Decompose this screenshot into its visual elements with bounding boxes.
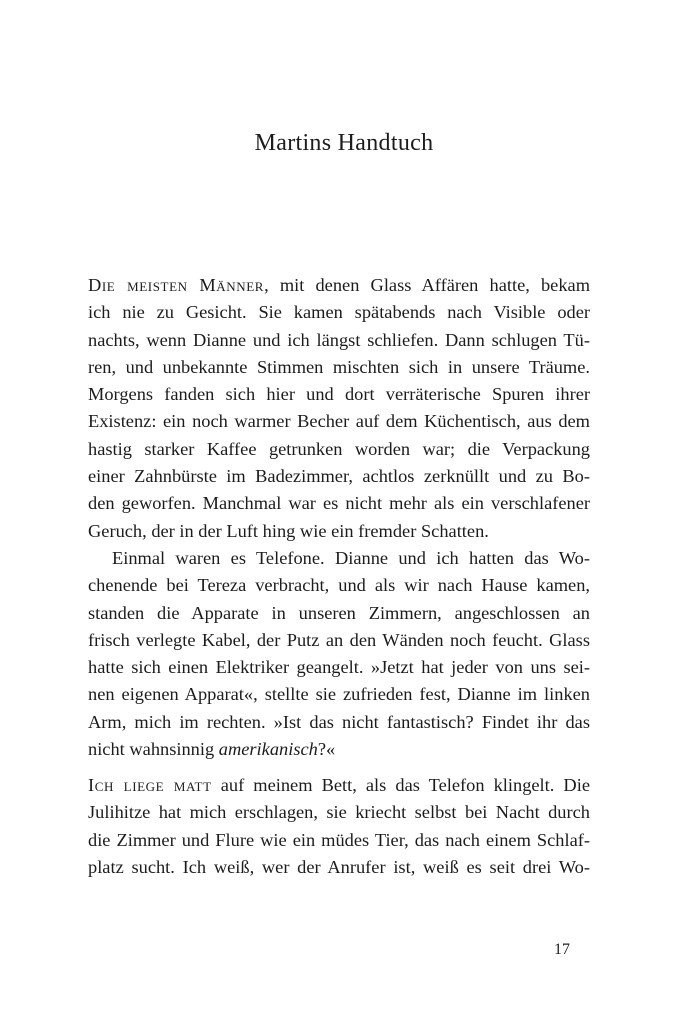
text-line: Einmal waren es Telefone. Dianne und ich hatten das Wo-	[112, 547, 590, 568]
text-line: standen die Apparate in unseren Zimmern, angeschlossen an	[88, 602, 590, 623]
text-line: Existenz: ein noch warmer Becher auf dem Küchentisch, aus dem	[88, 411, 590, 432]
body-text-section-2	[88, 772, 590, 881]
text-line: Die meisten Männer, mit denen Glass Affären hatte, bekam	[88, 275, 590, 295]
text-line: die Zimmer und Flure wie ein müdes Tier, das nach einem Schlaf-	[88, 829, 590, 850]
text-line: einer Zahnbürste im Badezimmer, achtlos zerknüllt und zu Bo-	[88, 466, 590, 487]
text-line: Geruch, der in der Luft hing wie ein fremder Schatten.	[88, 520, 489, 541]
text-line: Ich liege matt auf meinem Bett, als das Telefon klingelt. Die	[88, 775, 590, 795]
text-line: nen eigenen Apparat«, stellte sie zufrieden fest, Dianne im linken	[88, 684, 590, 705]
text-line: nachts, wenn Dianne und ich längst schliefen. Dann schlugen Tü-	[88, 329, 590, 350]
body-text-section-1	[88, 272, 590, 763]
page-number: 17	[554, 941, 570, 958]
opening-smallcaps: Die meisten Männer	[88, 275, 265, 295]
italic-emphasis: amerikanisch	[218, 739, 318, 760]
text-line: ich nie zu Gesicht. Sie kamen spätabends nach Visible oder	[88, 302, 590, 323]
text-line: Julihitze hat mich erschlagen, sie kriecht selbst bei Nacht durch	[88, 802, 590, 823]
text-line: hatte sich einen Elektriker geangelt. »Jetzt hat jeder von uns sei-	[88, 657, 590, 678]
text-line: nicht wahnsinnig amerikanisch?«	[88, 739, 336, 760]
text-line: chenende bei Tereza verbracht, und als wir nach Hause kamen,	[88, 575, 590, 596]
opening-smallcaps: Ich liege matt	[88, 775, 212, 795]
text-line: Arm, mich im rechten. »Ist das nicht fantastisch? Findet ihr das	[88, 711, 590, 732]
text-line: frisch verlegte Kabel, der Putz an den Wänden noch feucht. Glass	[88, 629, 590, 650]
text-line: Morgens fanden sich hier und dort verräterische Spuren ihrer	[88, 384, 590, 405]
text-line: hastig starker Kaffee getrunken worden war; die Verpackung	[88, 438, 590, 459]
text-line: den geworfen. Manchmal war es nicht mehr als ein verschlafener	[88, 493, 590, 514]
text-line: ren, und unbekannte Stimmen mischten sich in unsere Träume.	[88, 356, 590, 377]
chapter-title: Martins Handtuch	[254, 130, 434, 156]
text-line: platz sucht. Ich weiß, wer der Anrufer ist, weiß es seit drei Wo-	[88, 856, 590, 877]
